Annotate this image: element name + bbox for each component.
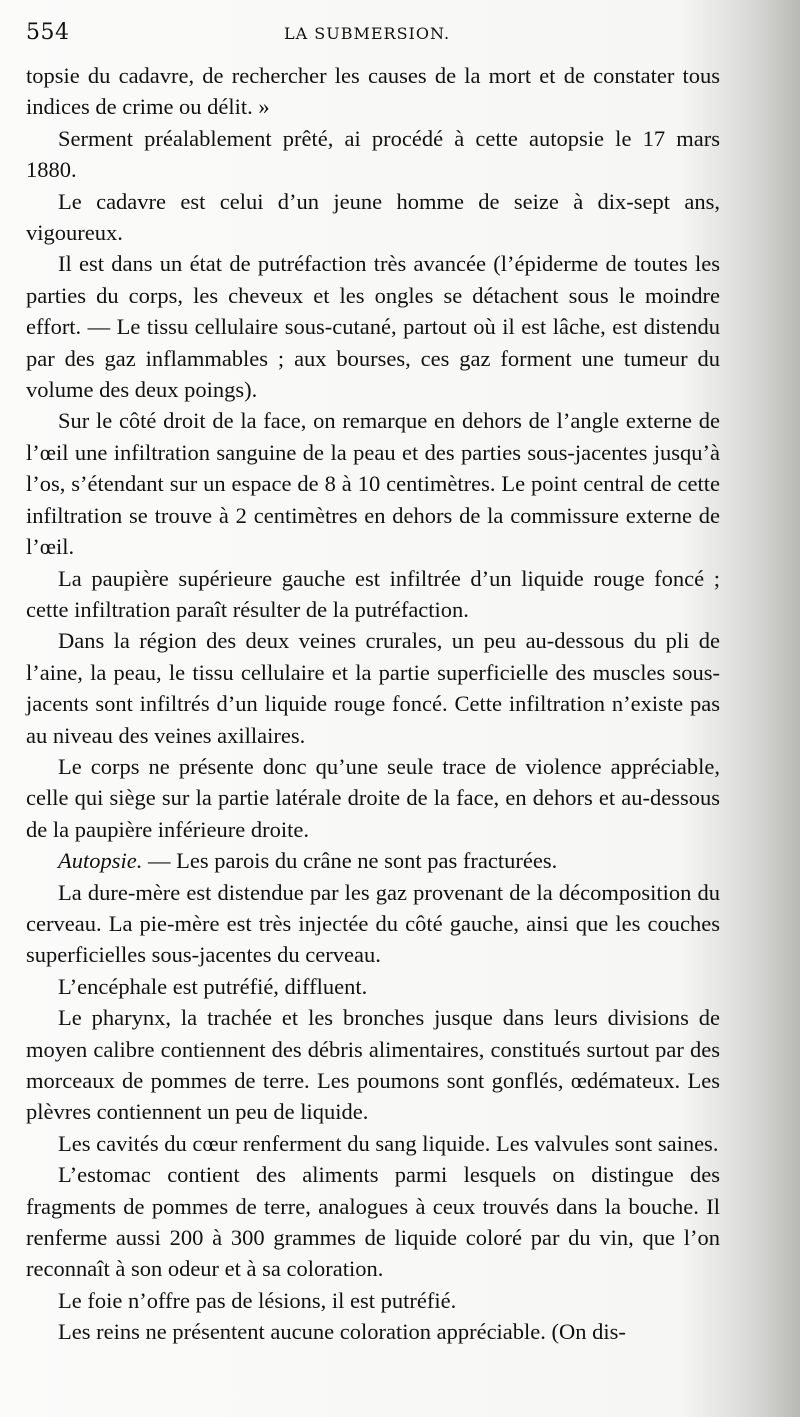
paragraph-8: Le corps ne présente donc qu’une seule trace de violence appréciable, celle qui siège sur la partie latérale droite de la face, en dehors et au-dessous de la paupière inférieure droite. [26, 753, 720, 842]
paragraph-15: Le foie n’offre pas de lésions, il est putréfié. [58, 1287, 457, 1313]
paragraph-16: Les reins ne présentent aucune coloration appréciable. (On dis- [58, 1319, 626, 1345]
paragraph-1: topsie du cadavre, de rechercher les causes de la mort et de constater tous indices de crime ou délit. » [26, 63, 720, 120]
paragraph-10: La dure-mère est distendue par les gaz provenant de la décomposition du cerveau. La pie-mère est très injectée du côté gauche, ainsi que les couches superficielles sous-jacentes du cerveau. [26, 879, 720, 968]
paragraph-5: Sur le côté droit de la face, on remarque en dehors de l’angle externe de l’œil une infiltration sanguine de la peau et des parties sous-jacentes jusqu’à l’os, s’étendant sur un espace de 8 à 10 centimètres. Le point central de cette infiltration se trouve à 2 centimètres en dehors de la commissure externe de l’œil. [26, 408, 720, 560]
paragraph-9: Autopsie. — Les parois du crâne ne sont pas fracturées. [58, 848, 558, 874]
paragraph-2: Serment préalablement prêté, ai procédé à cette autopsie le 17 mars 1880. [26, 125, 720, 183]
page-header [26, 18, 760, 48]
paragraph-14: L’estomac contient des aliments parmi lesquels on distingue des fragments de pommes de terre, analogues à ceux trouvés dans la bouche. Il renferme aussi 200 à 300 grammes de liquide coloré par du vin, que l’on reconnaît à son odeur et à sa coloration. [26, 1162, 720, 1282]
paragraph-13: Les cavités du cœur renferment du sang liquide. Les valvules sont saines. [58, 1130, 719, 1156]
running-title: LA SUBMERSION. [284, 24, 451, 43]
paragraph-3: Le cadavre est celui d’un jeune homme de seize à dix-sept ans, vigoureux. [26, 188, 720, 246]
paragraph-7: Dans la région des deux veines crurales, un peu au-dessous du pli de l’aine, la peau, le tissu cellulaire et la partie superficielle des muscles sous-jacents sont infiltrés d’un liquide rouge foncé. Cette infiltration n’existe pas au niveau des veines axillaires. [26, 628, 720, 748]
paragraph-6: La paupière supérieure gauche est infiltrée d’un liquide rouge foncé ; cette infiltration paraît résulter de la putréfaction. [26, 565, 720, 622]
paragraph-12: Le pharynx, la trachée et les bronches jusque dans leurs divisions de moyen calibre contiennent des débris alimentaires, constitués surtout par des morceaux de pommes de terre. Les poumons sont gonflés, œdémateux. Les plèvres contiennent un peu de liquide. [26, 1005, 720, 1125]
paragraph-4: Il est dans un état de putréfaction très avancée (l’épiderme de toutes les parties du corps, les cheveux et les ongles se détachent sous le moindre effort. — Le tissu cellulaire sous-cutané, partout où il est lâche, est distendu par des gaz inflammables ; aux bourses, ces gaz forment une tumeur du volume des deux poings). [26, 251, 720, 403]
page-number: 554 [26, 20, 70, 45]
paragraph-11: L’encéphale est putréfié, diffluent. [58, 973, 368, 999]
autopsie-heading: Autopsie. [58, 848, 143, 874]
page-body [26, 60, 720, 1348]
